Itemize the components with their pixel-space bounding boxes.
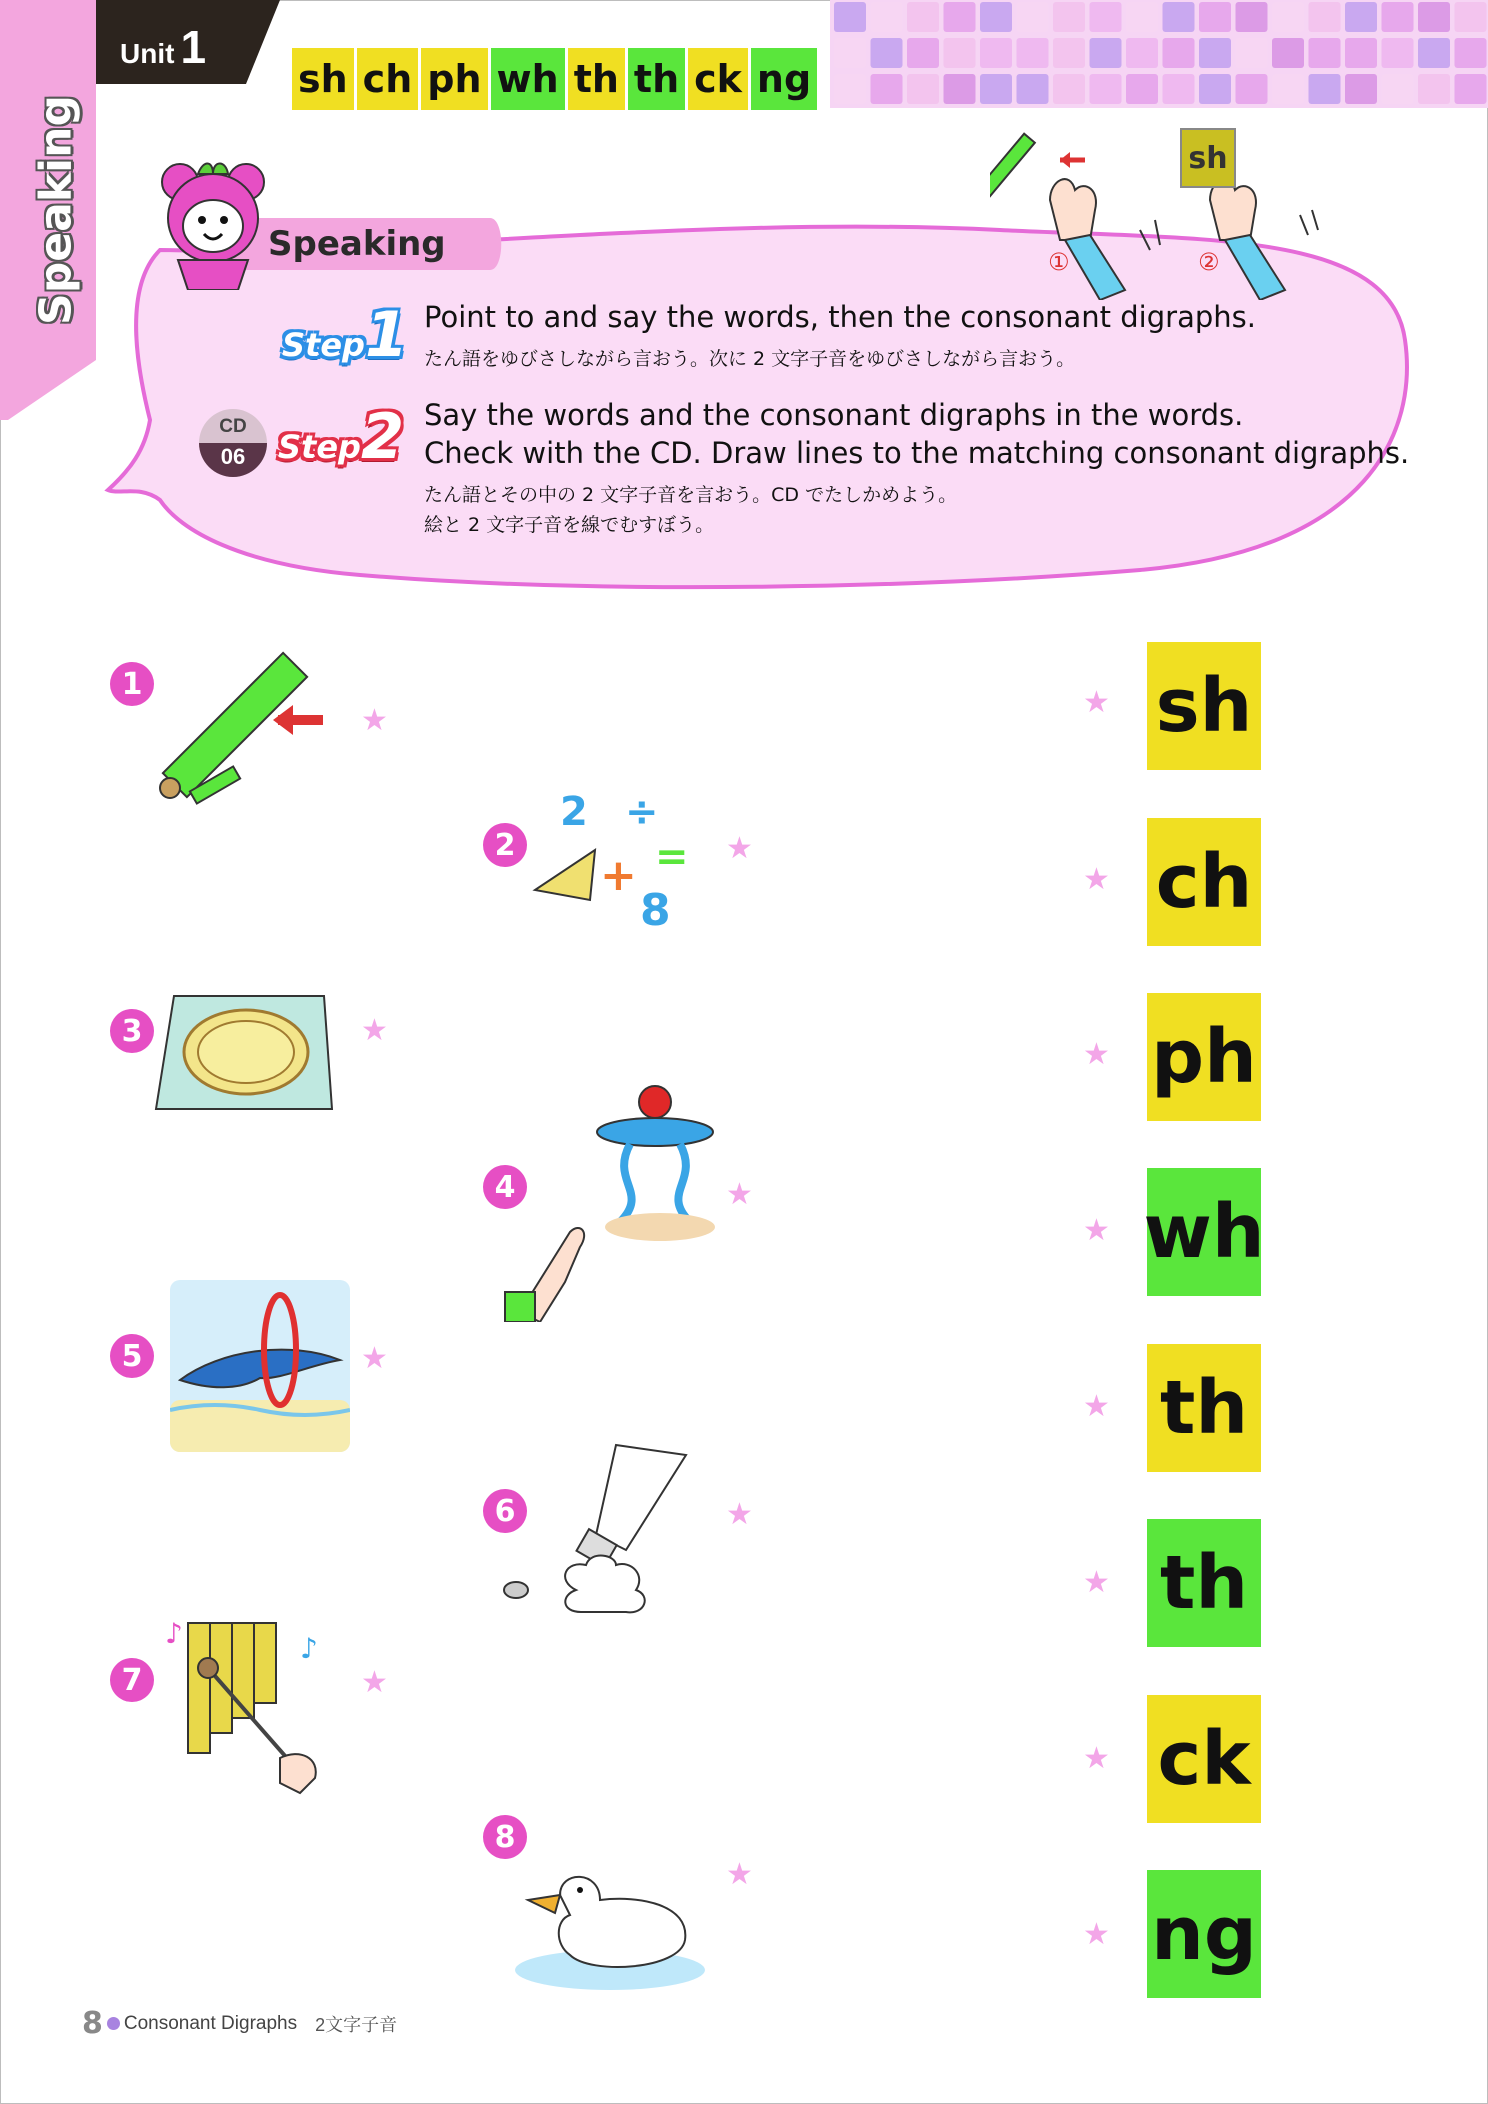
mosaic-tile <box>1272 74 1304 104</box>
item-number-6: 6 <box>483 1489 527 1533</box>
mosaic-tile <box>1236 2 1268 32</box>
mosaic-tile <box>1309 74 1341 104</box>
step2-badge <box>278 400 404 473</box>
math-symbols-icon <box>530 790 710 930</box>
toothpaste-icon <box>496 1440 696 1620</box>
digraph-chip-wh: wh <box>491 48 565 110</box>
step1-instruction-jp: たん語をゆびさしながら言おう。次に 2 文字子音をゆびさしながら言おう。 <box>424 348 1076 370</box>
mosaic-tile <box>1199 74 1231 104</box>
mosaic-tile <box>1309 38 1341 68</box>
mosaic-tile <box>834 74 866 104</box>
footer-title-jp: 2文字子音 <box>315 2014 398 2035</box>
mosaic-tile <box>944 74 976 104</box>
mosaic-tile <box>1418 2 1450 32</box>
marker-1: ① <box>1048 248 1070 276</box>
page-number: 8 <box>82 2006 103 2041</box>
step2-number: 2 <box>360 400 405 473</box>
side-tab <box>0 0 96 420</box>
svg-text:♪: ♪ <box>300 1632 318 1665</box>
mosaic-tile <box>1126 74 1158 104</box>
item-number-5: 5 <box>110 1334 154 1378</box>
mosaic-tile <box>980 2 1012 32</box>
star-item-6[interactable]: ★ <box>726 1498 753 1531</box>
star-answer-ch[interactable]: ★ <box>1083 863 1110 896</box>
star-answer-ck[interactable]: ★ <box>1083 1742 1110 1775</box>
digraph-chip-ng: ng <box>751 48 817 110</box>
item-number-4: 4 <box>483 1165 527 1209</box>
svg-text:♪: ♪ <box>165 1617 183 1650</box>
mosaic-tile <box>1163 2 1195 32</box>
digraph-chip-ch: ch <box>357 48 419 110</box>
mosaic-tile <box>1382 2 1414 32</box>
item-number-7: 7 <box>110 1658 154 1702</box>
mosaic-tile <box>1017 2 1049 32</box>
svg-text:÷: ÷ <box>625 790 659 835</box>
digraph-chip-ck: ck <box>688 48 748 110</box>
side-tab-label: Speaking <box>30 95 82 325</box>
mosaic-tile <box>834 38 866 68</box>
star-item-7[interactable]: ★ <box>361 1666 388 1699</box>
item-number-8: 8 <box>483 1815 527 1859</box>
mosaic-tile <box>1418 74 1450 104</box>
cd-label: CD <box>219 416 247 437</box>
table-icon <box>500 1072 720 1322</box>
star-item-3[interactable]: ★ <box>361 1014 388 1047</box>
digraph-chip-th-voiced: th <box>628 48 685 110</box>
star-answer-th-voiced[interactable]: ★ <box>1083 1566 1110 1599</box>
star-answer-sh[interactable]: ★ <box>1083 686 1110 719</box>
step2-word: Step <box>278 428 361 466</box>
svg-text:8: 8 <box>640 885 671 930</box>
star-item-1[interactable]: ★ <box>361 704 388 737</box>
sh-card-illustration: sh <box>1180 128 1236 188</box>
mosaic-tile <box>1382 74 1414 104</box>
step2-instruction-en-2: Check with the CD. Draw lines to the matching consonant digraphs. <box>424 436 1410 470</box>
answer-card-ck: ck <box>1147 1695 1261 1823</box>
step1-word: Step <box>282 326 365 364</box>
answer-card-th-voiced: th <box>1147 1519 1261 1647</box>
mosaic-tile <box>944 2 976 32</box>
star-answer-wh[interactable]: ★ <box>1083 1214 1110 1247</box>
mascot-icon <box>158 160 268 290</box>
footer-title: Consonant Digraphs <box>123 2012 298 2034</box>
page-footer <box>82 2006 397 2041</box>
speaking-title: Speaking <box>268 224 446 264</box>
mosaic-tile <box>1272 2 1304 32</box>
dolphin-icon <box>170 1280 350 1452</box>
answer-card-ng: ng <box>1147 1870 1261 1998</box>
mosaic-tile <box>834 2 866 32</box>
star-item-4[interactable]: ★ <box>726 1178 753 1211</box>
digraph-chip-sh: sh <box>292 48 354 110</box>
unit-number: 1 <box>180 21 207 73</box>
unit-label <box>120 20 206 74</box>
unit-word: Unit <box>120 38 175 69</box>
star-item-5[interactable]: ★ <box>361 1342 388 1375</box>
step2-instruction-jp-1: たん語とその中の 2 文字子音を言おう。CD でたしかめよう。 <box>424 484 958 506</box>
mosaic-decoration <box>830 0 1488 108</box>
mosaic-tile <box>1382 38 1414 68</box>
star-answer-ng[interactable]: ★ <box>1083 1918 1110 1951</box>
mosaic-tile <box>1455 38 1487 68</box>
mosaic-tile <box>1126 2 1158 32</box>
step1-number: 1 <box>364 298 409 371</box>
mosaic-tile <box>1345 74 1377 104</box>
mosaic-tile <box>1199 2 1231 32</box>
mosaic-tile <box>1455 2 1487 32</box>
pan-flute-icon <box>160 1608 330 1798</box>
step1-instruction-en: Point to and say the words, then the consonant digraphs. <box>424 300 1256 334</box>
mosaic-tile <box>907 2 939 32</box>
item-number-3: 3 <box>110 1009 154 1053</box>
mosaic-tile <box>1345 2 1377 32</box>
mosaic-tile <box>980 74 1012 104</box>
answer-card-wh: wh <box>1147 1168 1261 1296</box>
mosaic-tile <box>1418 38 1450 68</box>
digraph-strip <box>292 48 817 110</box>
answer-card-ph: ph <box>1147 993 1261 1121</box>
item-number-1: 1 <box>110 662 154 706</box>
mosaic-tile <box>1236 74 1268 104</box>
mosaic-tile <box>944 38 976 68</box>
answer-card-ch: ch <box>1147 818 1261 946</box>
digraph-chip-th-voiceless: th <box>568 48 625 110</box>
mosaic-tile <box>1017 38 1049 68</box>
answer-card-th-voiceless: th <box>1147 1344 1261 1472</box>
mosaic-tile <box>980 38 1012 68</box>
answer-card-sh: sh <box>1147 642 1261 770</box>
mosaic-tile <box>1163 74 1195 104</box>
mosaic-tile <box>1236 38 1268 68</box>
pencil-icon <box>148 650 348 810</box>
cd-track: 06 <box>220 444 246 469</box>
pointing-hands-icon <box>990 120 1330 300</box>
svg-text:=: = <box>655 834 689 880</box>
mosaic-tile <box>871 38 903 68</box>
mosaic-tile <box>1090 38 1122 68</box>
star-item-2[interactable]: ★ <box>726 832 753 865</box>
star-answer-ph[interactable]: ★ <box>1083 1038 1110 1071</box>
marker-2: ② <box>1198 248 1220 276</box>
mosaic-tile <box>1090 2 1122 32</box>
step2-instruction-en-1: Say the words and the consonant digraphs in the words. <box>424 398 1244 432</box>
item-number-2: 2 <box>483 823 527 867</box>
mosaic-tile <box>1309 2 1341 32</box>
svg-text:2: 2 <box>560 790 588 835</box>
mosaic-tile <box>871 2 903 32</box>
mosaic-tile <box>1053 74 1085 104</box>
mosaic-tile <box>1455 74 1487 104</box>
mosaic-tile <box>1053 38 1085 68</box>
mosaic-tile <box>1199 38 1231 68</box>
mosaic-tile <box>1126 38 1158 68</box>
mosaic-tile <box>871 74 903 104</box>
duck-icon <box>500 1855 710 1995</box>
plate-icon <box>154 994 334 1114</box>
step2-instruction-jp-2: 絵と 2 文字子音を線でむすぼう。 <box>424 514 715 536</box>
step1-badge <box>282 298 408 371</box>
mosaic-tile <box>1345 38 1377 68</box>
star-item-8[interactable]: ★ <box>726 1858 753 1891</box>
mosaic-tile <box>907 74 939 104</box>
mosaic-tile <box>1090 74 1122 104</box>
star-answer-th-voiceless[interactable]: ★ <box>1083 1390 1110 1423</box>
digraph-chip-ph: ph <box>421 48 487 110</box>
footer-dot <box>107 2017 120 2030</box>
mosaic-tile <box>1017 74 1049 104</box>
mosaic-tile <box>907 38 939 68</box>
mosaic-tile <box>1272 38 1304 68</box>
svg-text:+: + <box>600 850 637 901</box>
mosaic-tile <box>1163 38 1195 68</box>
mosaic-tile <box>1053 2 1085 32</box>
